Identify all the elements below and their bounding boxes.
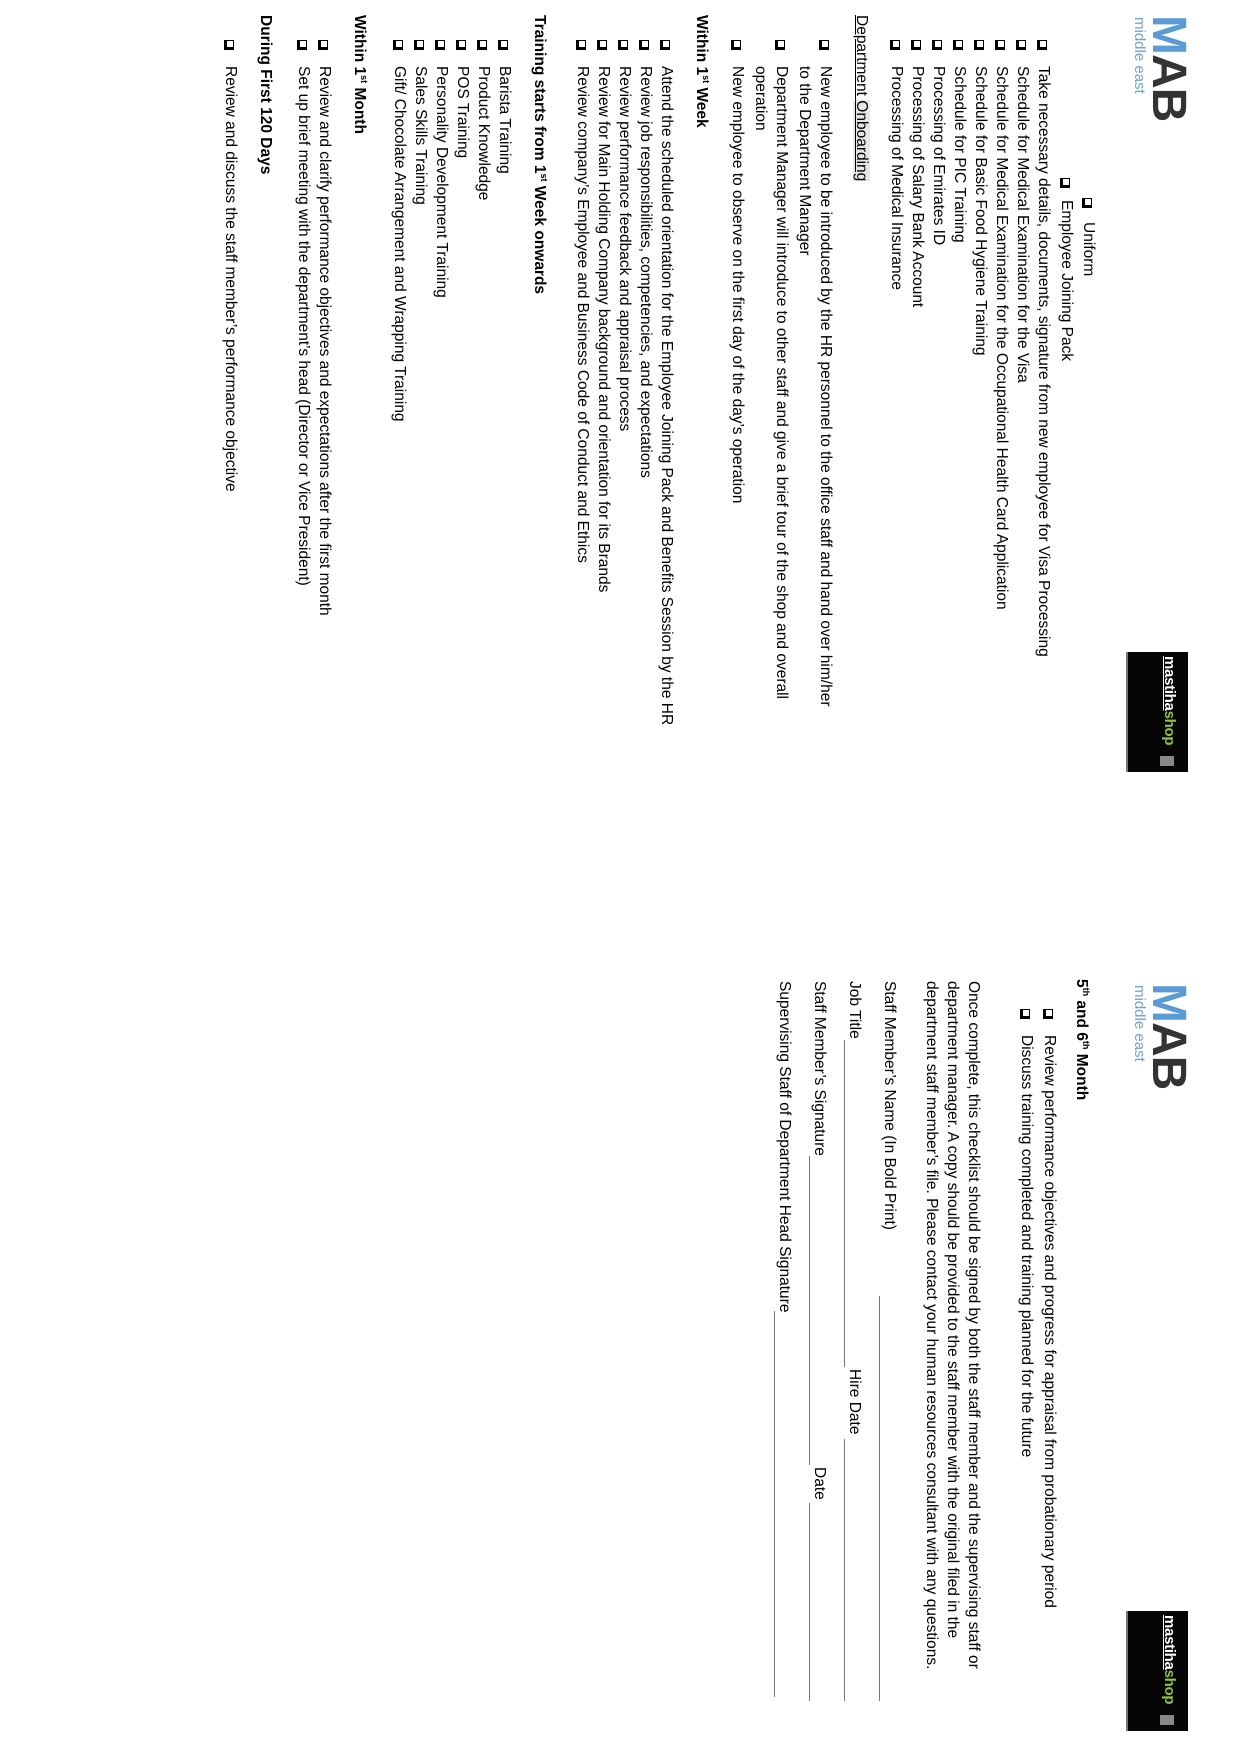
section-heading-month-5-6 [1072, 979, 1090, 1100]
checkbox[interactable] [297, 40, 307, 50]
mastihashop-logo [1126, 652, 1188, 772]
month1-item: Set up brief meeting with the department’s head (Director or Vice President) [295, 66, 312, 586]
logo-ab: AB [1142, 53, 1195, 122]
heading-text: Department [853, 15, 870, 101]
checkbox[interactable] [660, 40, 670, 50]
hr-item: Processing of Emirates ID [930, 66, 947, 246]
staff-name-field[interactable] [879, 1296, 880, 1701]
supervisor-signature-field[interactable] [774, 1311, 775, 1697]
days120-item: Review and discuss the staff member’s performance objective [222, 66, 239, 492]
logo-mastiha-text: mastiha [1161, 656, 1178, 711]
heading-text-highlight: Onboarding [853, 100, 870, 182]
mab-middle-east-logo [1131, 983, 1195, 1090]
closing-paragraph-line: department staff member’s file. Please contact your human resources consultant with any questions. [923, 981, 940, 1670]
checkbox[interactable] [477, 40, 487, 50]
checkbox[interactable] [1082, 198, 1092, 208]
section-heading-120-days: During First 120 Days [257, 15, 274, 175]
onboarding-item-cont: to the Department Manager [796, 66, 813, 256]
week1-item: Review performance feedback and appraisal process [616, 66, 633, 432]
checkbox[interactable] [498, 40, 508, 50]
logo-subtitle: middle east [1131, 17, 1148, 94]
onboarding-item-cont: operation [752, 66, 769, 131]
checkbox[interactable] [1020, 1009, 1030, 1019]
training-item: POS Training [454, 66, 471, 159]
logo-mark-icon [1160, 1715, 1174, 1725]
heading-sup: th [1081, 987, 1091, 997]
section-heading-training [530, 15, 548, 294]
staff-signature-label: Staff Member’s Signature [811, 981, 828, 1156]
mastihashop-logo [1126, 1611, 1188, 1731]
section-heading-department-onboarding [852, 15, 870, 181]
job-title-field[interactable] [844, 1040, 845, 1367]
logo-m: M [1142, 983, 1195, 1022]
checkbox[interactable] [393, 40, 403, 50]
closing-paragraph-line: department manager. A copy should be provided to the staff member with the original filed in the [944, 981, 961, 1639]
section-heading-week1 [692, 15, 710, 128]
training-item: Gift/ Chocolate Arrangement and Wrapping Training [391, 66, 408, 422]
hr-item: Processing of Medical Insurance [888, 66, 905, 291]
supervisor-signature-label: Supervising Staff of Department Head Signature [776, 981, 793, 1313]
hr-item: Take necessary details, documents, signature from new employee for Visa Processing [1035, 66, 1052, 657]
hr-item: Schedule for Medical Examination for the Visa [1014, 66, 1031, 383]
checkbox[interactable] [618, 40, 628, 50]
heading-text: Month [351, 83, 368, 134]
training-item: Barista Training [496, 66, 513, 174]
checkbox[interactable] [1043, 1009, 1053, 1019]
logo-m: M [1142, 15, 1195, 54]
checkbox[interactable] [775, 40, 785, 50]
heading-text: Within 1 [693, 15, 710, 76]
month56-item: Review performance objectives and progress for appraisal from probationary period [1041, 1035, 1058, 1608]
checkbox[interactable] [576, 40, 586, 50]
staff-name-label: Staff Member’s Name (In Bold Print) [881, 981, 898, 1230]
week1-item: Review for Main Holding Company background and orientation for its Brands [595, 66, 612, 593]
logo-mark-icon [1160, 756, 1174, 766]
heading-text: Week [693, 83, 710, 128]
heading-text: and 6 [1073, 996, 1090, 1041]
checkbox[interactable] [639, 40, 649, 50]
section-heading-month1 [350, 15, 368, 134]
checkbox[interactable] [1060, 178, 1070, 188]
checkbox[interactable] [731, 40, 741, 50]
job-title-label: Job Title [846, 981, 863, 1039]
heading-text: 5 [1073, 979, 1090, 988]
week1-item: Review job responsibilities, competencies, and expectations [637, 66, 654, 478]
heading-text: Training starts from 1 [531, 15, 548, 174]
checkbox[interactable] [1016, 40, 1026, 50]
month56-item: Discuss training completed and training planned for the future [1018, 1035, 1035, 1458]
date-label: Date [811, 1467, 828, 1500]
checkbox[interactable] [1037, 40, 1047, 50]
checkbox[interactable] [819, 40, 829, 50]
heading-text: Within 1 [351, 15, 368, 76]
hr-item: Schedule for Basic Food Hygiene Training [972, 66, 989, 356]
checkbox[interactable] [318, 40, 328, 50]
checkbox[interactable] [435, 40, 445, 50]
heading-text: Week onwards [531, 181, 548, 295]
staff-signature-field[interactable] [809, 1156, 810, 1465]
closing-paragraph-line: Once complete, this checklist should be signed by both the staff member and the supervising staff or [965, 981, 982, 1669]
checkbox[interactable] [911, 40, 921, 50]
onboarding-item: New employee to be introduced by the HR personnel to the office staff and hand over him/her [817, 66, 834, 707]
page-2-content [0, 871, 1240, 1741]
onboarding-item: New employee to observe on the first day of the day’s operation [729, 66, 746, 504]
hr-item: Schedule for PIC Training [951, 66, 968, 243]
checkbox[interactable] [890, 40, 900, 50]
hire-date-label: Hire Date [846, 1369, 863, 1435]
training-item: Sales Skills Training [412, 66, 429, 205]
hr-item: Schedule for Medical Examination for the Occupational Health Card Application [993, 66, 1010, 610]
checkbox[interactable] [974, 40, 984, 50]
checkbox[interactable] [224, 40, 234, 50]
checkbox[interactable] [953, 40, 963, 50]
logo-mastiha-text: mastiha [1161, 1615, 1178, 1670]
heading-sup: st [701, 75, 711, 84]
checkbox[interactable] [995, 40, 1005, 50]
checkbox[interactable] [414, 40, 424, 50]
heading-text: Month [1073, 1049, 1090, 1101]
logo-shop-text: shop [1161, 1669, 1178, 1705]
training-item: Personality Development Training [433, 66, 450, 298]
heading-sup: st [359, 75, 369, 84]
pack-item: Employee Joining Pack [1058, 200, 1075, 362]
checkbox[interactable] [932, 40, 942, 50]
pack-item: Uniform [1080, 222, 1097, 277]
heading-sup: th [1081, 1040, 1091, 1050]
month1-item: Review and clarify performance objectives and expectations after the first month [316, 66, 333, 616]
week1-item: Review company’s Employee and Business Code of Conduct and Ethics [574, 66, 591, 563]
logo-ab: AB [1142, 1021, 1195, 1090]
training-item: Product Knowledge [475, 66, 492, 201]
checkbox[interactable] [456, 40, 466, 50]
logo-shop-text: shop [1161, 710, 1178, 746]
date-field[interactable] [809, 1503, 810, 1701]
hire-date-field[interactable] [844, 1439, 845, 1701]
page-1-content [0, 0, 1240, 870]
hr-item: Processing of Salary Bank Account [909, 66, 926, 308]
mab-middle-east-logo [1131, 15, 1195, 122]
logo-subtitle: middle east [1131, 985, 1148, 1062]
page-2 [0, 871, 1240, 1742]
onboarding-item: Department Manager will introduce to other staff and give a brief tour of the shop and overall [773, 66, 790, 699]
week1-item: Attend the scheduled orientation for the Employee Joining Pack and Benefits Session by the HR [658, 66, 675, 726]
checkbox[interactable] [597, 40, 607, 50]
heading-sup: st [539, 173, 549, 182]
